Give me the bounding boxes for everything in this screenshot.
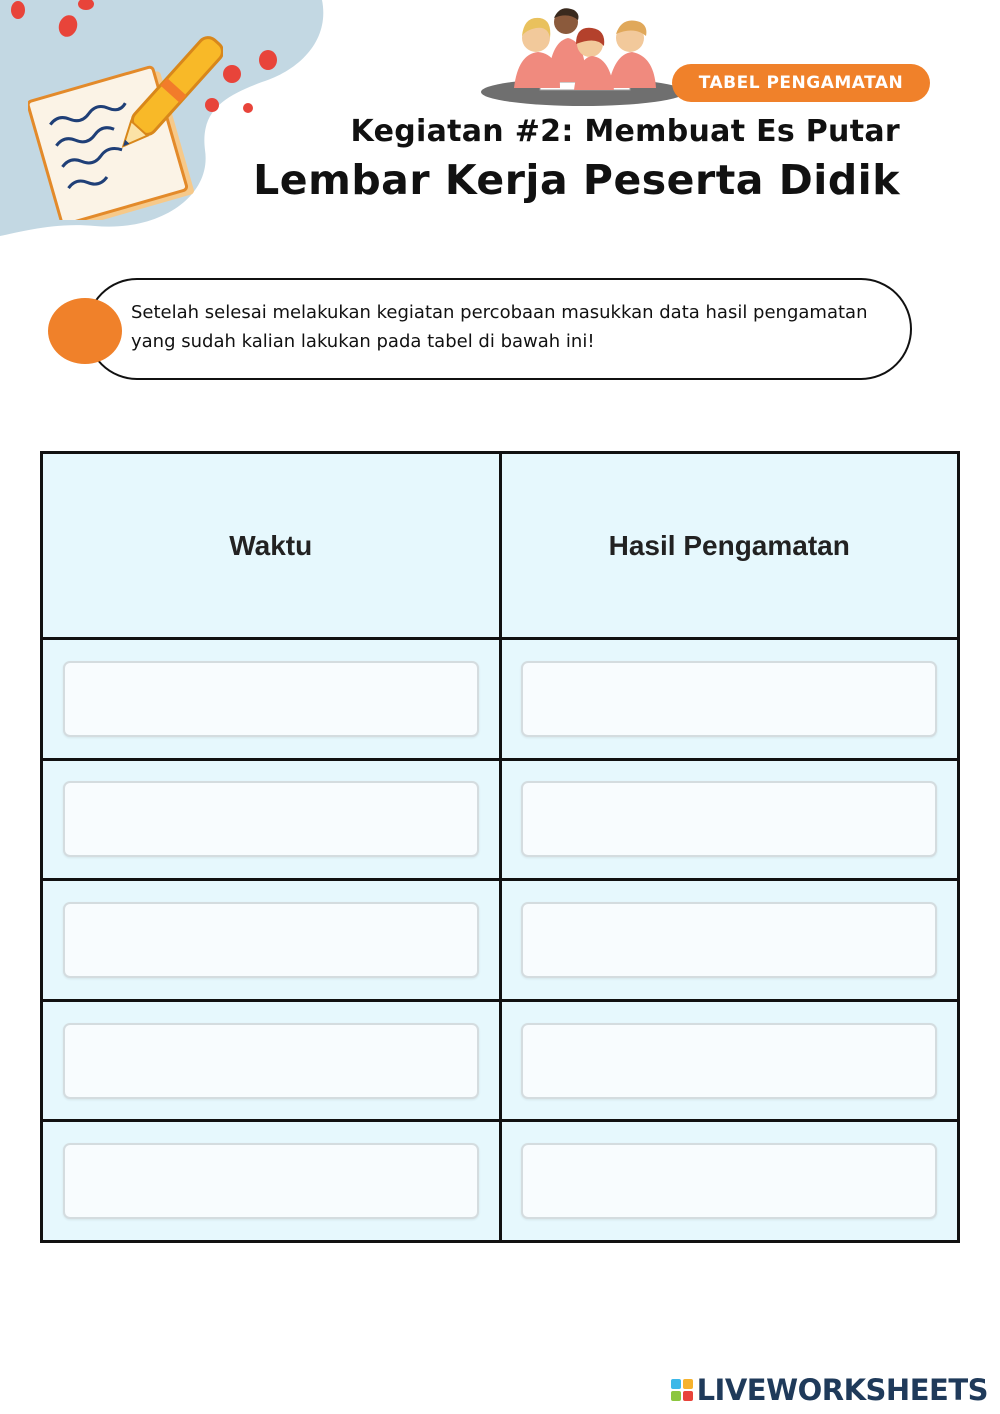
- liveworksheets-logo[interactable]: [671, 1372, 988, 1408]
- table-cell: [500, 1000, 959, 1121]
- table-cell: [42, 880, 501, 1001]
- table-cell: [500, 759, 959, 880]
- waktu-input-4[interactable]: [63, 1023, 479, 1099]
- table-cell: [500, 880, 959, 1001]
- hasil-input-5[interactable]: [521, 1143, 937, 1219]
- table-row: [42, 1121, 959, 1242]
- table-row: [42, 1000, 959, 1121]
- table-header-row: [42, 453, 959, 639]
- hasil-input-1[interactable]: [521, 661, 937, 737]
- header-waktu: Waktu: [42, 453, 501, 639]
- table-cell: [42, 1000, 501, 1121]
- hasil-input-2[interactable]: [521, 781, 937, 857]
- table-cell: [42, 1121, 501, 1242]
- hasil-input-3[interactable]: [521, 902, 937, 978]
- waktu-input-3[interactable]: [63, 902, 479, 978]
- table-cell: [500, 1121, 959, 1242]
- header-hasil-pengamatan: Hasil Pengamatan: [500, 453, 959, 639]
- observation-table: [40, 451, 960, 1243]
- table-row: [42, 759, 959, 880]
- waktu-input-5[interactable]: [63, 1143, 479, 1219]
- table-row: [42, 639, 959, 760]
- instruction-bullet-dot: [48, 298, 122, 364]
- notepad-pen-illustration: [28, 25, 223, 220]
- table-cell: [42, 759, 501, 880]
- hasil-input-4[interactable]: [521, 1023, 937, 1099]
- table-row: [42, 880, 959, 1001]
- liveworksheets-logo-icon: [671, 1379, 693, 1401]
- waktu-input-2[interactable]: [63, 781, 479, 857]
- activity-subtitle: Kegiatan #2: Membuat Es Putar: [350, 114, 900, 149]
- table-cell: [500, 639, 959, 760]
- instruction-text: Setelah selesai melakukan kegiatan percobaan masukkan data hasil pengamatan yang sudah kalian lakukan pada tabel di bawah ini!: [131, 302, 868, 352]
- liveworksheets-logo-text: LIVEWORKSHEETS: [696, 1373, 988, 1407]
- waktu-input-1[interactable]: [63, 661, 479, 737]
- page-title: Lembar Kerja Peserta Didik: [253, 156, 900, 204]
- students-illustration: [478, 0, 688, 110]
- tabel-pengamatan-badge: TABEL PENGAMATAN: [672, 64, 930, 102]
- table-cell: [42, 639, 501, 760]
